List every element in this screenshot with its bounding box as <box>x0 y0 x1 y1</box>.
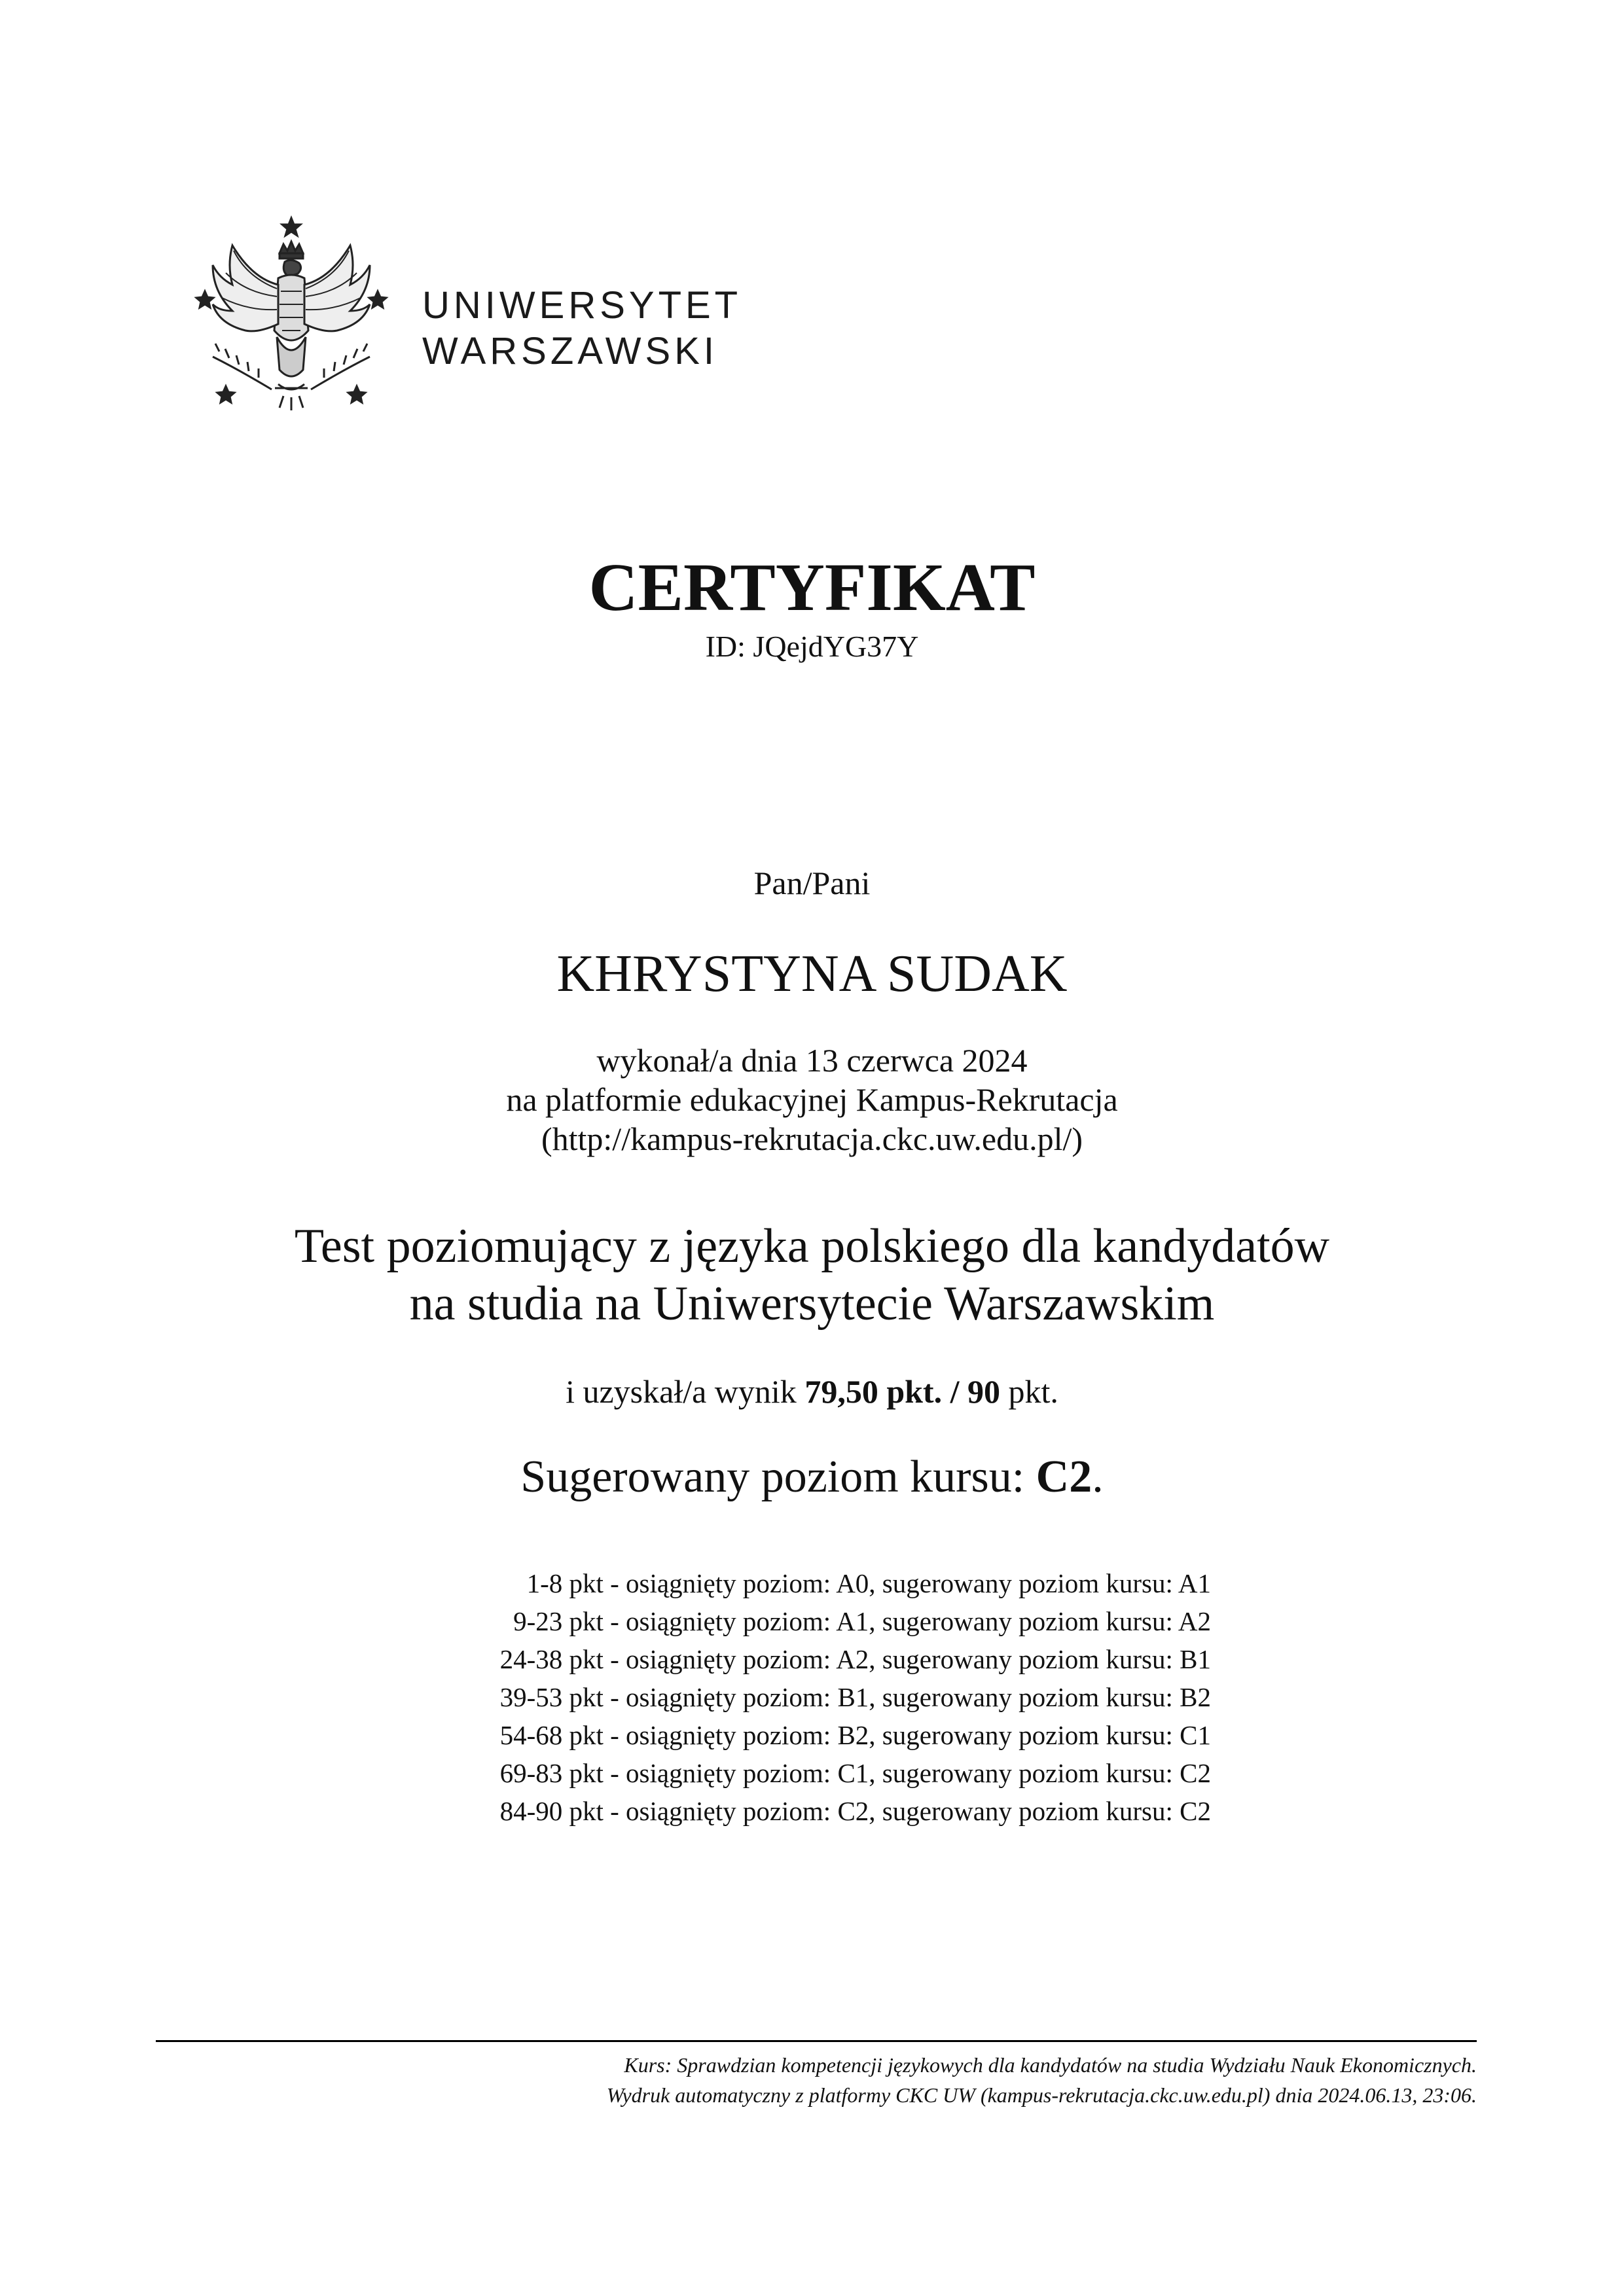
level-scale <box>367 1564 1211 1830</box>
suggested-label: Sugerowany poziom kursu: <box>520 1452 1025 1502</box>
scale-row: 9-23 pkt - osiągnięty poziom: A1, sugerowany poziom kursu: A2 <box>513 1606 1211 1636</box>
footer <box>156 2050 1477 2110</box>
university-name <box>422 283 742 374</box>
scale-row: 54-68 pkt - osiągnięty poziom: B2, sugerowany poziom kursu: C1 <box>499 1720 1211 1750</box>
university-name-line2: WARSZAWSKI <box>422 330 719 372</box>
suggested-level <box>0 1450 1624 1505</box>
suggested-level-value: C2 <box>1036 1452 1092 1502</box>
scale-row: 69-83 pkt - osiągnięty poziom: C1, sugerowany poziom kursu: C2 <box>499 1758 1211 1788</box>
result-prefix: i uzyskał/a wynik <box>566 1373 797 1410</box>
completion-date: wykonał/a dnia 13 czerwca 2024 <box>596 1042 1028 1079</box>
certificate-title: CERTYFIKAT <box>588 550 1036 625</box>
footer-printout: Wydruk automatyczny z platformy CKC UW (kampus-rekrutacja.ckc.uw.edu.pl) dnia 2024.06.13, 23:06. <box>606 2083 1477 2107</box>
test-name-line2: na studia na Uniwersytecie Warszawskim <box>409 1277 1215 1331</box>
university-eagle-crest-icon <box>193 213 389 439</box>
suggested-suffix: . <box>1092 1452 1104 1502</box>
star-icon <box>282 218 300 236</box>
footer-course: Kurs: Sprawdzian kompetencji językowych dla kandydatów na studia Wydziału Nauk Ekonomicznych. <box>624 2053 1477 2077</box>
test-name-line1: Test poziomujący z języka polskiego dla kandydatów <box>294 1219 1330 1273</box>
university-name-line1: UNIWERSYTET <box>422 284 742 327</box>
result-line <box>0 1371 1624 1412</box>
scale-row: 1-8 pkt - osiągnięty poziom: A0, sugerowany poziom kursu: A1 <box>526 1568 1211 1598</box>
test-name <box>0 1217 1624 1333</box>
scale-row: 84-90 pkt - osiągnięty poziom: C2, sugerowany poziom kursu: C2 <box>499 1796 1211 1826</box>
scale-row: 24-38 pkt - osiągnięty poziom: A2, sugerowany poziom kursu: B1 <box>499 1644 1211 1674</box>
completion-platform: na platformie edukacyjnej Kampus-Rekrutacja <box>506 1081 1118 1118</box>
certificate-id: ID: JQejdYG37Y <box>705 630 919 663</box>
recipient-name: KHRYSTYNA SUDAK <box>556 945 1068 1003</box>
completion-url: (http://kampus-rekrutacja.ckc.uw.edu.pl/) <box>541 1121 1083 1157</box>
salutation: Pan/Pani <box>753 865 871 901</box>
result-suffix: pkt. <box>1008 1373 1058 1410</box>
scale-row: 39-53 pkt - osiągnięty poziom: B1, sugerowany poziom kursu: B2 <box>499 1682 1211 1712</box>
result-score: 79,50 pkt. / 90 <box>804 1373 1000 1410</box>
footer-divider <box>156 2040 1477 2042</box>
completion-info <box>0 1041 1624 1158</box>
